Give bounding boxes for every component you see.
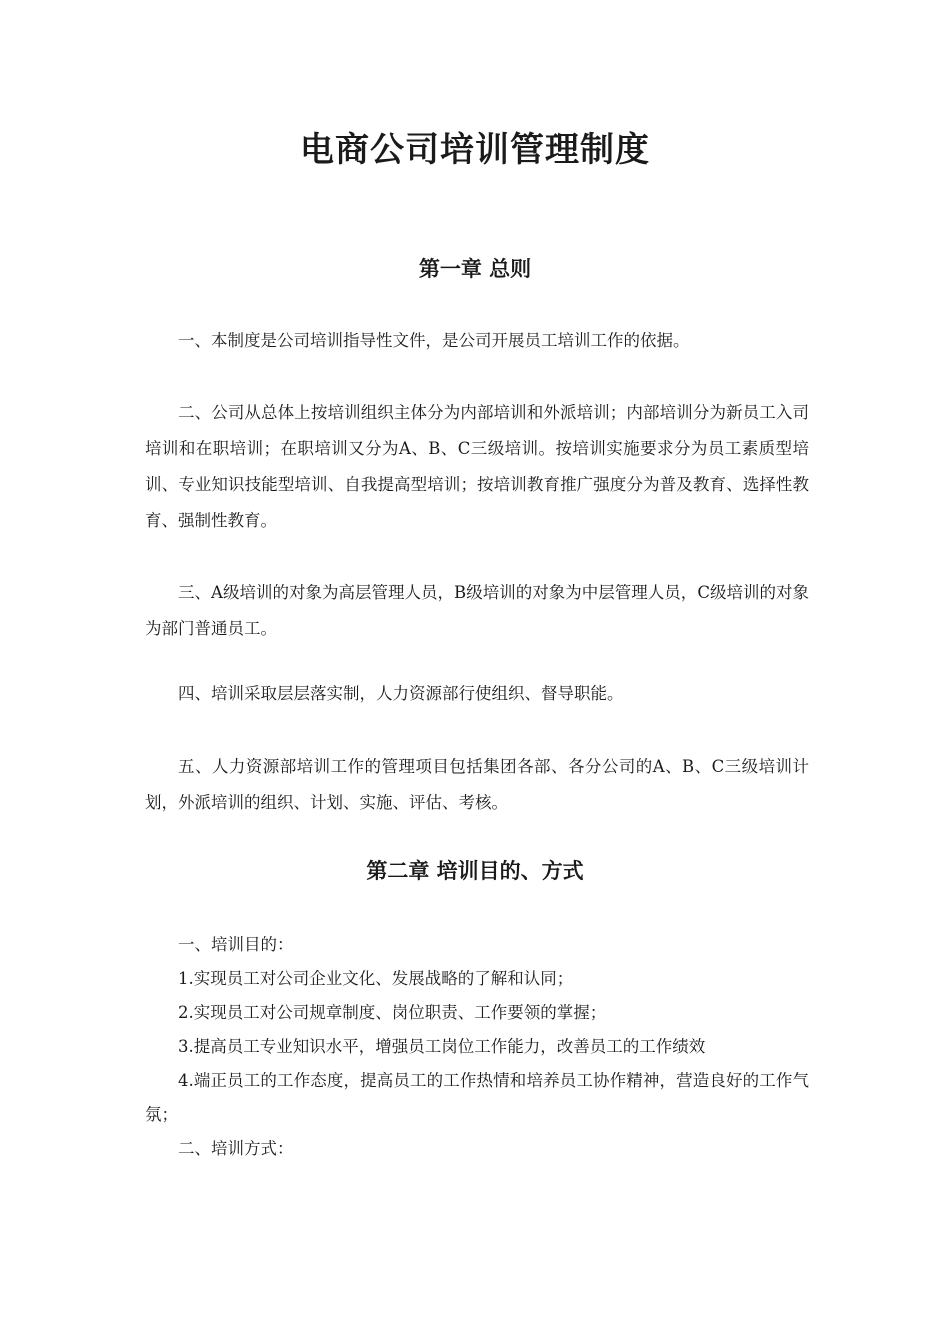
section-heading-training-purpose: 一、培训目的：: [178, 935, 294, 954]
list-item: 3.提高员工专业知识水平，增强员工岗位工作能力，改善员工的工作绩效: [178, 1037, 706, 1056]
chapter-1-paragraph-1: 一、本制度是公司培训指导性文件，是公司开展员工培训工作的依据。: [178, 331, 690, 350]
chapter-1-paragraph-2: 二、公司从总体上按培训组织主体分为内部培训和外派培训；内部培训分为新员工入司培训和在职培训；在职培训又分为A、B、C三级培训。按培训实施要求分为员工素质型培训、专业知识技能型培训、自我提高型培训；按培训教育推广强度分为普及教育、选择性教育、强制性教育。: [145, 403, 809, 530]
list-item: 2.实现员工对公司规章制度、岗位职责、工作要领的掌握；: [178, 1003, 607, 1022]
list-item: 1.实现员工对公司企业文化、发展战略的了解和认同；: [178, 969, 574, 988]
chapter-1-heading: 第一章 总则: [418, 257, 532, 281]
chapter-2-heading: 第二章 培训目的、方式: [366, 859, 584, 883]
chapter-1-paragraph-5: 五、人力资源部培训工作的管理项目包括集团各部、各分公司的A、B、C三级培训计划，外派培训的组织、计划、实施、评估、考核。: [145, 757, 809, 812]
chapter-1-paragraph-3: 三、A级培训的对象为高层管理人员，B级培训的对象为中层管理人员，C级培训的对象为部门普通员工。: [145, 583, 809, 638]
list-item: 4.端正员工的工作态度，提高员工的工作热情和培养员工协作精神，营造良好的工作气氛；: [145, 1071, 809, 1124]
section-heading-training-method: 二、培训方式：: [178, 1139, 294, 1158]
document-title: 电商公司培训管理制度: [300, 130, 650, 170]
chapter-1-paragraph-4: 四、培训采取层层落实制，人力资源部行使组织、督导职能。: [178, 684, 624, 703]
chapter-2-body: [145, 928, 809, 1166]
